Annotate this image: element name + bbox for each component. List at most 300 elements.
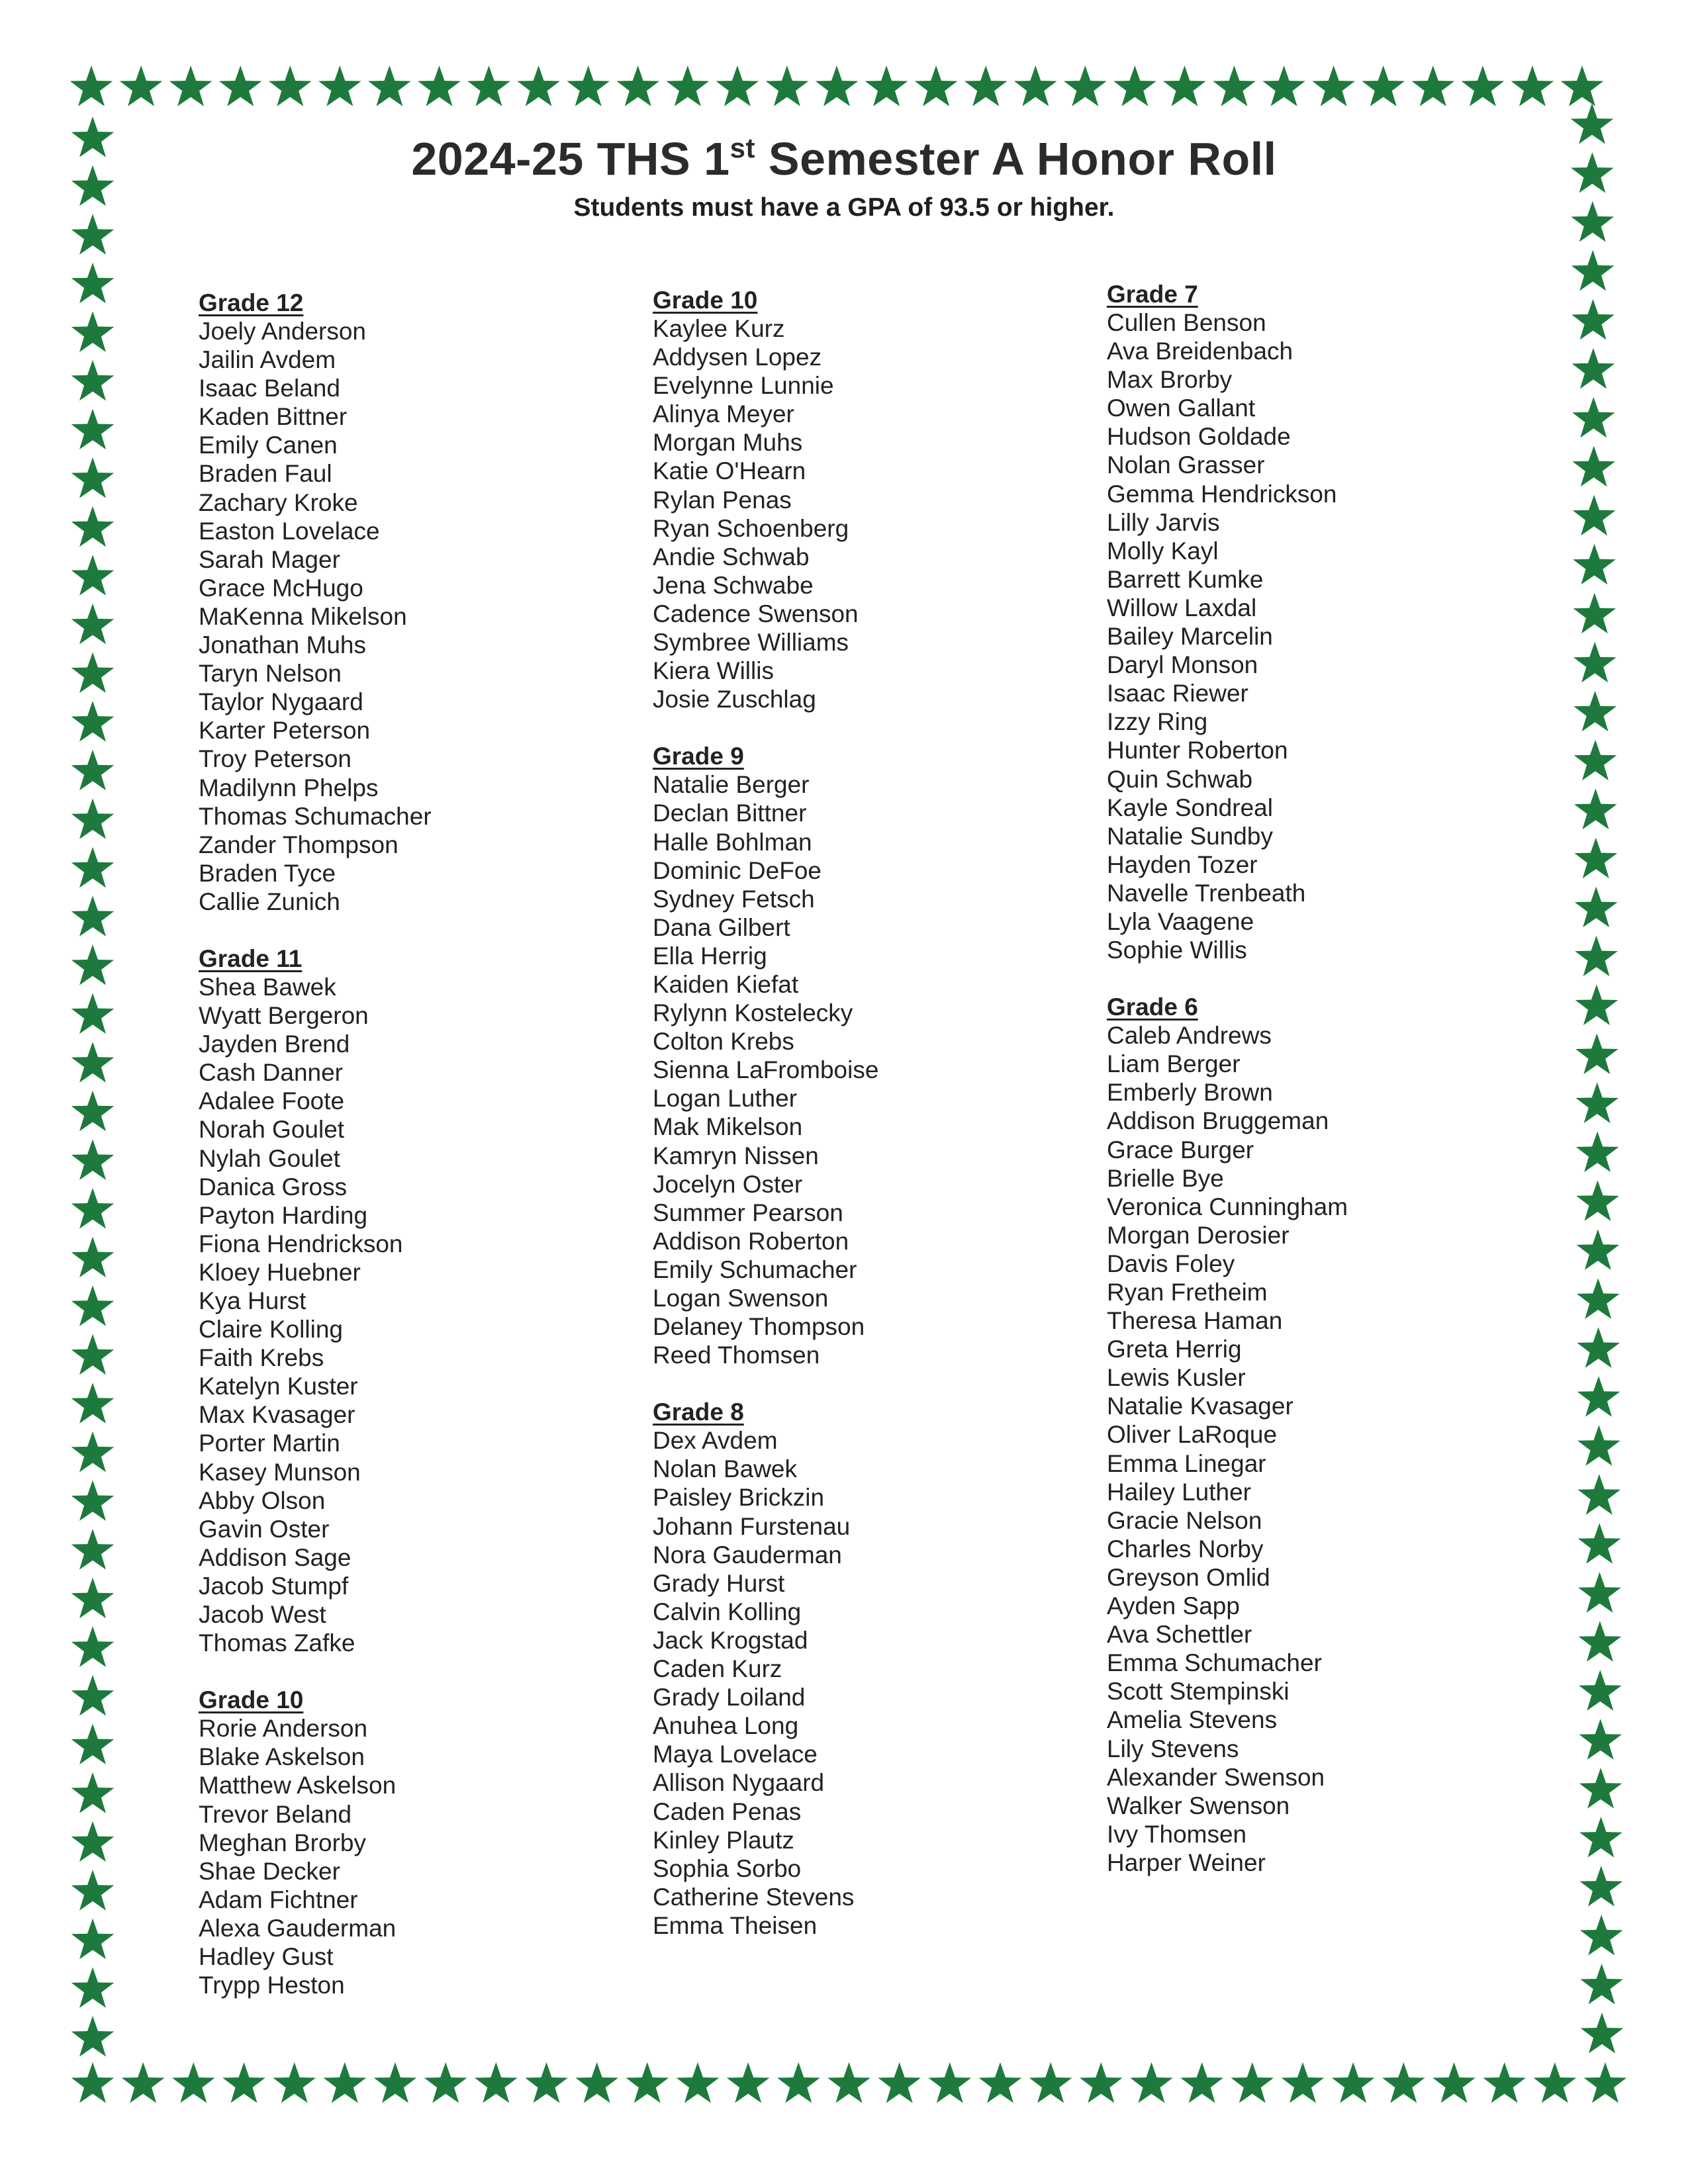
star-icon (1180, 2062, 1223, 2103)
star-icon (1575, 1034, 1618, 1075)
student-name: Andie Schwab (653, 543, 810, 570)
column-left (199, 289, 432, 2028)
star-icon (915, 66, 958, 107)
student-name: Hailey Luther (1107, 1478, 1252, 1506)
student-name: Grady Loiland (653, 1684, 806, 1711)
student-name: Halle Bohlman (653, 828, 812, 856)
star-icon (1029, 2062, 1072, 2103)
star-icon (1575, 887, 1618, 928)
star-icon (1578, 1523, 1621, 1564)
star-icon (1130, 2062, 1173, 2103)
student-name: MaKenna Mikelson (199, 602, 407, 630)
student-name: Brielle Bye (1107, 1164, 1224, 1192)
grade-heading: Grade 9 (653, 743, 744, 770)
student-name: Logan Swenson (653, 1285, 829, 1312)
star-icon (1573, 544, 1616, 585)
star-icon (1584, 2062, 1627, 2103)
student-name: Theresa Haman (1107, 1307, 1283, 1335)
student-name: Cullen Benson (1107, 309, 1266, 336)
student-name: Kasey Munson (199, 1458, 361, 1486)
student-name: Kinley Plautz (653, 1826, 794, 1854)
star-icon (71, 506, 115, 547)
student-name: Molly Kayl (1107, 537, 1219, 565)
star-icon (827, 2062, 870, 2103)
star-icon (269, 66, 312, 107)
student-name: Jena Schwabe (653, 571, 814, 599)
student-name: Natalie Kvasager (1107, 1392, 1293, 1420)
star-icon (1573, 495, 1616, 536)
star-icon (71, 2062, 115, 2103)
star-icon (567, 66, 610, 107)
student-name: Ayden Sapp (1107, 1592, 1240, 1620)
student-name: Willow Laxdal (1107, 594, 1257, 621)
student-name: Kamryn Nissen (653, 1142, 819, 1169)
student-name: Emily Schumacher (653, 1255, 857, 1283)
student-name: Ella Herrig (653, 942, 767, 970)
star-icon (1579, 1670, 1622, 1711)
star-icon (71, 750, 115, 791)
student-name: Dex Avdem (653, 1427, 778, 1455)
student-name: Meghan Brorby (199, 1829, 366, 1856)
student-name: Zachary Kroke (199, 488, 358, 516)
student-name: Gracie Nelson (1107, 1506, 1262, 1534)
student-name: Adam Fichtner (199, 1886, 358, 1913)
grade-heading: Grade 10 (653, 287, 758, 314)
star-icon (1575, 985, 1618, 1026)
star-icon (70, 66, 113, 107)
student-name: Dana Gilbert (653, 913, 790, 941)
star-icon (172, 2062, 215, 2103)
student-name: Nolan Bawek (653, 1455, 798, 1483)
student-name: Kiera Willis (653, 657, 774, 685)
student-name: Rorie Anderson (199, 1715, 368, 1743)
star-icon (424, 2062, 467, 2103)
student-name: Lyla Vaagene (1107, 907, 1254, 935)
star-icon (71, 1042, 115, 1083)
star-icon (1572, 446, 1615, 487)
student-name: Declan Bittner (653, 799, 807, 827)
star-icon (1080, 2062, 1123, 2103)
star-icon (1578, 1572, 1621, 1613)
star-icon (71, 1919, 115, 1960)
student-name: Lilly Jarvis (1107, 508, 1220, 536)
student-name: Payton Harding (199, 1201, 368, 1229)
star-icon (626, 2062, 669, 2103)
student-name: Blake Askelson (199, 1743, 365, 1771)
star-icon (1511, 66, 1554, 107)
student-name: Alinya Meyer (653, 400, 794, 428)
star-icon (1574, 789, 1617, 830)
student-name: Ava Breidenbach (1107, 338, 1293, 365)
student-name: Braden Faul (199, 460, 332, 488)
star-icon (1561, 66, 1604, 107)
star-icon (71, 1091, 115, 1132)
student-name: Hudson Goldade (1107, 423, 1291, 451)
star-icon (71, 1432, 115, 1473)
student-name: Katelyn Kuster (199, 1373, 358, 1400)
student-name: Ryan Fretheim (1107, 1279, 1268, 1306)
star-icon (71, 1188, 115, 1229)
student-name: Max Brorby (1107, 366, 1233, 394)
student-name: Cash Danner (199, 1059, 344, 1087)
student-name: Zander Thompson (199, 831, 399, 858)
student-name: Trypp Heston (199, 1972, 345, 1999)
star-icon (1572, 348, 1615, 389)
star-icon (71, 1675, 115, 1716)
student-name: Grace Burger (1107, 1136, 1254, 1163)
star-icon (816, 66, 859, 107)
student-name: Delaney Thompson (653, 1313, 865, 1341)
star-icon (1580, 1866, 1623, 1907)
star-icon (1064, 66, 1107, 107)
student-name: Hadley Gust (199, 1942, 334, 1970)
student-name: Sienna LaFromboise (653, 1056, 879, 1084)
star-icon (1576, 1132, 1619, 1173)
student-name: Ryan Schoenberg (653, 514, 849, 542)
star-icon (1312, 66, 1355, 107)
student-name: Calvin Kolling (653, 1598, 802, 1625)
star-icon (667, 66, 710, 107)
star-icon (727, 2062, 770, 2103)
star-icon (1262, 66, 1305, 107)
star-icon (324, 2062, 367, 2103)
grade-section (199, 944, 432, 1657)
gpa-requirement: Students must have a GPA of 93.5 or higher. (573, 193, 1115, 222)
student-name: Daryl Monson (1107, 651, 1258, 679)
star-icon (71, 409, 115, 450)
star-icon (716, 66, 759, 107)
grade-section (1107, 993, 1348, 1877)
student-name: Claire Kolling (199, 1316, 343, 1343)
student-name: Sydney Fetsch (653, 885, 815, 913)
star-icon (71, 457, 115, 498)
star-icon (71, 311, 115, 352)
star-icon (169, 66, 212, 107)
student-name: Nylah Goulet (199, 1144, 340, 1172)
student-name: Gavin Oster (199, 1515, 330, 1543)
star-icon (1432, 2062, 1476, 2103)
star-icon (1573, 593, 1617, 634)
student-name: Caden Penas (653, 1797, 802, 1825)
student-name: Cadence Swenson (653, 600, 859, 627)
student-name: Matthew Askelson (199, 1772, 397, 1799)
star-icon (71, 993, 115, 1034)
student-name: Evelynne Lunnie (653, 372, 834, 400)
star-icon (467, 66, 510, 107)
star-icon (1534, 2062, 1577, 2103)
star-icon (71, 944, 115, 985)
star-icon (1577, 1229, 1620, 1270)
star-icon (1572, 397, 1615, 438)
student-name: Grady Hurst (653, 1569, 785, 1597)
star-icon (71, 2016, 115, 2057)
grade-heading: Grade 8 (653, 1398, 744, 1426)
star-icon (122, 2062, 165, 2103)
star-icon (1579, 1719, 1622, 1760)
student-name: Caleb Andrews (1107, 1022, 1272, 1050)
star-icon (575, 2062, 618, 2103)
star-icon (71, 1529, 115, 1570)
star-icon (1575, 1083, 1618, 1124)
student-name: Navelle Trenbeath (1107, 879, 1306, 907)
star-icon (1581, 2013, 1624, 2054)
star-icon (1571, 299, 1615, 340)
star-icon (71, 1383, 115, 1424)
star-icon (1412, 66, 1455, 107)
star-icon (1113, 66, 1156, 107)
student-name: Abby Olson (199, 1486, 326, 1514)
student-name: Jayden Brend (199, 1030, 350, 1058)
star-icon (1573, 642, 1617, 682)
student-name: Ava Schettler (1107, 1621, 1252, 1649)
student-name: Addison Roberton (653, 1227, 849, 1255)
grade-section (1107, 280, 1348, 964)
star-icon (475, 2062, 518, 2103)
student-name: Greta Herrig (1107, 1336, 1242, 1363)
student-name: Kaden Bittner (199, 403, 348, 431)
star-icon (1579, 1621, 1622, 1662)
star-icon (1462, 66, 1505, 107)
student-name: Taryn Nelson (199, 660, 342, 688)
student-name: Isaac Riewer (1107, 680, 1248, 707)
star-icon (71, 895, 115, 936)
student-name: Ivy Thomsen (1107, 1820, 1247, 1848)
star-icon (929, 2062, 972, 2103)
star-icon (1577, 1474, 1620, 1515)
student-name: Emma Linegar (1107, 1449, 1266, 1477)
student-name: Rylynn Kostelecky (653, 999, 853, 1027)
student-name: Symbree Williams (653, 629, 849, 657)
star-icon (71, 1772, 115, 1813)
student-name: Adalee Foote (199, 1087, 345, 1115)
student-name: Grace McHugo (199, 574, 363, 602)
student-name: Oliver LaRoque (1107, 1421, 1278, 1449)
star-icon (71, 1139, 115, 1180)
star-icon (1580, 1915, 1623, 1956)
student-name: Lewis Kusler (1107, 1364, 1246, 1392)
star-icon (219, 66, 262, 107)
student-name: Allison Nygaard (653, 1769, 825, 1797)
star-icon (1483, 2062, 1526, 2103)
star-icon (71, 1821, 115, 1862)
star-icon (1574, 838, 1617, 879)
star-icon (71, 604, 115, 645)
star-icon (1577, 1278, 1620, 1319)
star-icon (1577, 1425, 1620, 1466)
student-name: Sophie Willis (1107, 936, 1247, 964)
student-name: Harper Weiner (1107, 1848, 1266, 1876)
student-name: Thomas Schumacher (199, 802, 432, 830)
student-name: Kaiden Kiefat (653, 970, 799, 998)
grade-section (653, 1398, 878, 1940)
student-name: Norah Goulet (199, 1116, 345, 1144)
student-name: Mak Mikelson (653, 1113, 803, 1141)
star-icon (1332, 2062, 1375, 2103)
student-name: Logan Luther (653, 1085, 798, 1113)
star-icon (1362, 66, 1405, 107)
star-icon (1573, 691, 1617, 732)
star-icon (1579, 1817, 1622, 1858)
student-name: Lily Stevens (1107, 1735, 1239, 1762)
student-name: Emma Theisen (653, 1911, 818, 1939)
student-name: Alexa Gauderman (199, 1914, 397, 1942)
star-icon (71, 1724, 115, 1765)
star-icon (1014, 66, 1057, 107)
star-icon (71, 1480, 115, 1522)
student-name: Sophia Sorbo (653, 1854, 802, 1882)
star-icon (71, 1578, 115, 1619)
grade-heading: Grade 11 (199, 944, 303, 972)
grade-heading: Grade 12 (199, 289, 304, 316)
star-icon (865, 66, 908, 107)
grade-heading: Grade 6 (1107, 993, 1198, 1021)
grade-heading: Grade 7 (1107, 281, 1198, 308)
student-name: Liam Berger (1107, 1050, 1241, 1078)
star-icon (677, 2062, 720, 2103)
student-name: Dominic DeFoe (653, 856, 821, 884)
student-name: Maya Lovelace (653, 1741, 818, 1768)
student-name: Fiona Hendrickson (199, 1230, 403, 1257)
star-icon (418, 66, 461, 107)
student-name: Catherine Stevens (653, 1883, 855, 1911)
student-name: Paisley Brickzin (653, 1484, 825, 1512)
column-middle (653, 286, 878, 1968)
star-icon (120, 66, 163, 107)
star-icon (766, 66, 809, 107)
star-icon (71, 798, 115, 839)
student-name: Charles Norby (1107, 1535, 1264, 1563)
student-name: Porter Martin (199, 1430, 340, 1457)
student-name: Barrett Kumke (1107, 565, 1264, 593)
grade-section (653, 286, 878, 713)
star-icon (273, 2062, 316, 2103)
student-name: Hunter Roberton (1107, 737, 1288, 764)
star-icon (1571, 250, 1615, 291)
student-name: Jacob West (199, 1601, 326, 1629)
star-icon (1580, 1964, 1623, 2005)
star-icon (71, 1870, 115, 1911)
star-icon (71, 1626, 115, 1667)
student-name: Shea Bawek (199, 973, 336, 1001)
star-icon (1577, 1327, 1620, 1367)
student-name: Sarah Mager (199, 545, 340, 573)
grade-section (199, 289, 432, 916)
star-icon (979, 2062, 1022, 2103)
student-name: Greyson Omlid (1107, 1563, 1270, 1591)
student-name: Nora Gauderman (653, 1541, 842, 1569)
star-icon (777, 2062, 820, 2103)
student-name: Nolan Grasser (1107, 451, 1265, 479)
student-name: Jonathan Muhs (199, 631, 367, 659)
student-name: Quin Schwab (1107, 765, 1253, 793)
student-name: Troy Peterson (199, 745, 352, 773)
student-name: Trevor Beland (199, 1800, 352, 1828)
student-name: Johann Furstenau (653, 1512, 851, 1540)
student-name: Veronica Cunningham (1107, 1193, 1348, 1220)
student-name: Hayden Tozer (1107, 850, 1258, 878)
page-title: 2024-25 THS 1st Semester A Honor Roll (411, 132, 1277, 185)
student-name: Amelia Stevens (1107, 1706, 1278, 1734)
star-icon (1574, 740, 1617, 781)
student-name: Joely Anderson (199, 318, 367, 345)
student-name: Jack Krogstad (653, 1626, 808, 1654)
star-icon (318, 66, 361, 107)
star-icon (964, 66, 1008, 107)
student-name: Owen Gallant (1107, 394, 1256, 422)
student-name: Kloey Huebner (199, 1258, 361, 1286)
star-icon (616, 66, 659, 107)
student-name: Katie O'Hearn (653, 457, 806, 485)
star-icon (222, 2062, 265, 2103)
star-icon (1213, 66, 1256, 107)
student-name: Summer Pearson (653, 1199, 843, 1226)
grade-heading: Grade 10 (199, 1686, 304, 1714)
student-name: Jailin Avdem (199, 346, 336, 374)
student-name: Emma Schumacher (1107, 1649, 1322, 1677)
student-name: Emily Canen (199, 432, 338, 459)
student-name: Kayle Sondreal (1107, 794, 1273, 821)
student-name: Max Kvasager (199, 1401, 355, 1429)
student-name: Morgan Muhs (653, 429, 803, 457)
student-name: Natalie Sundby (1107, 822, 1273, 850)
star-icon (1579, 1768, 1622, 1809)
column-right (1107, 280, 1348, 1905)
student-name: Kaylee Kurz (653, 315, 785, 342)
student-name: Easton Lovelace (199, 517, 380, 545)
student-name: Callie Zunich (199, 887, 340, 915)
student-name: Izzy Ring (1107, 708, 1208, 736)
star-icon (1382, 2062, 1425, 2103)
student-name: Faith Krebs (199, 1344, 324, 1372)
student-name: Walker Swenson (1107, 1792, 1290, 1819)
star-icon (517, 66, 560, 107)
star-icon (71, 847, 115, 888)
student-name: Isaac Beland (199, 375, 340, 402)
student-name: Kya Hurst (199, 1287, 306, 1314)
student-name: Natalie Berger (653, 771, 810, 799)
student-name: Gemma Hendrickson (1107, 480, 1337, 508)
student-name: Karter Peterson (199, 717, 371, 745)
grade-section (653, 742, 878, 1369)
student-name: Addison Bruggeman (1107, 1107, 1329, 1135)
student-name: Reed Thomsen (653, 1342, 820, 1369)
student-name: Rylan Penas (653, 486, 792, 514)
star-icon (1575, 936, 1618, 977)
star-icon (71, 653, 115, 694)
student-name: Bailey Marcelin (1107, 623, 1273, 651)
star-icon (525, 2062, 568, 2103)
star-icon (71, 701, 115, 742)
student-name: Jacob Stumpf (199, 1572, 349, 1600)
student-name: Addison Sage (199, 1543, 352, 1571)
student-name: Thomas Zafke (199, 1629, 355, 1657)
star-icon (1282, 2062, 1325, 2103)
star-icon (1231, 2062, 1274, 2103)
star-icon (71, 1237, 115, 1278)
student-name: Colton Krebs (653, 1028, 794, 1056)
star-icon (1163, 66, 1206, 107)
star-icon (1577, 1376, 1620, 1417)
star-icon (878, 2062, 921, 2103)
student-name: Shae Decker (199, 1857, 340, 1885)
student-name: Josie Zuschlag (653, 686, 816, 713)
star-icon (71, 263, 115, 304)
star-icon (374, 2062, 417, 2103)
student-name: Wyatt Bergeron (199, 1002, 369, 1030)
star-icon (1576, 1180, 1619, 1221)
star-icon (71, 360, 115, 401)
student-name: Taylor Nygaard (199, 688, 363, 716)
